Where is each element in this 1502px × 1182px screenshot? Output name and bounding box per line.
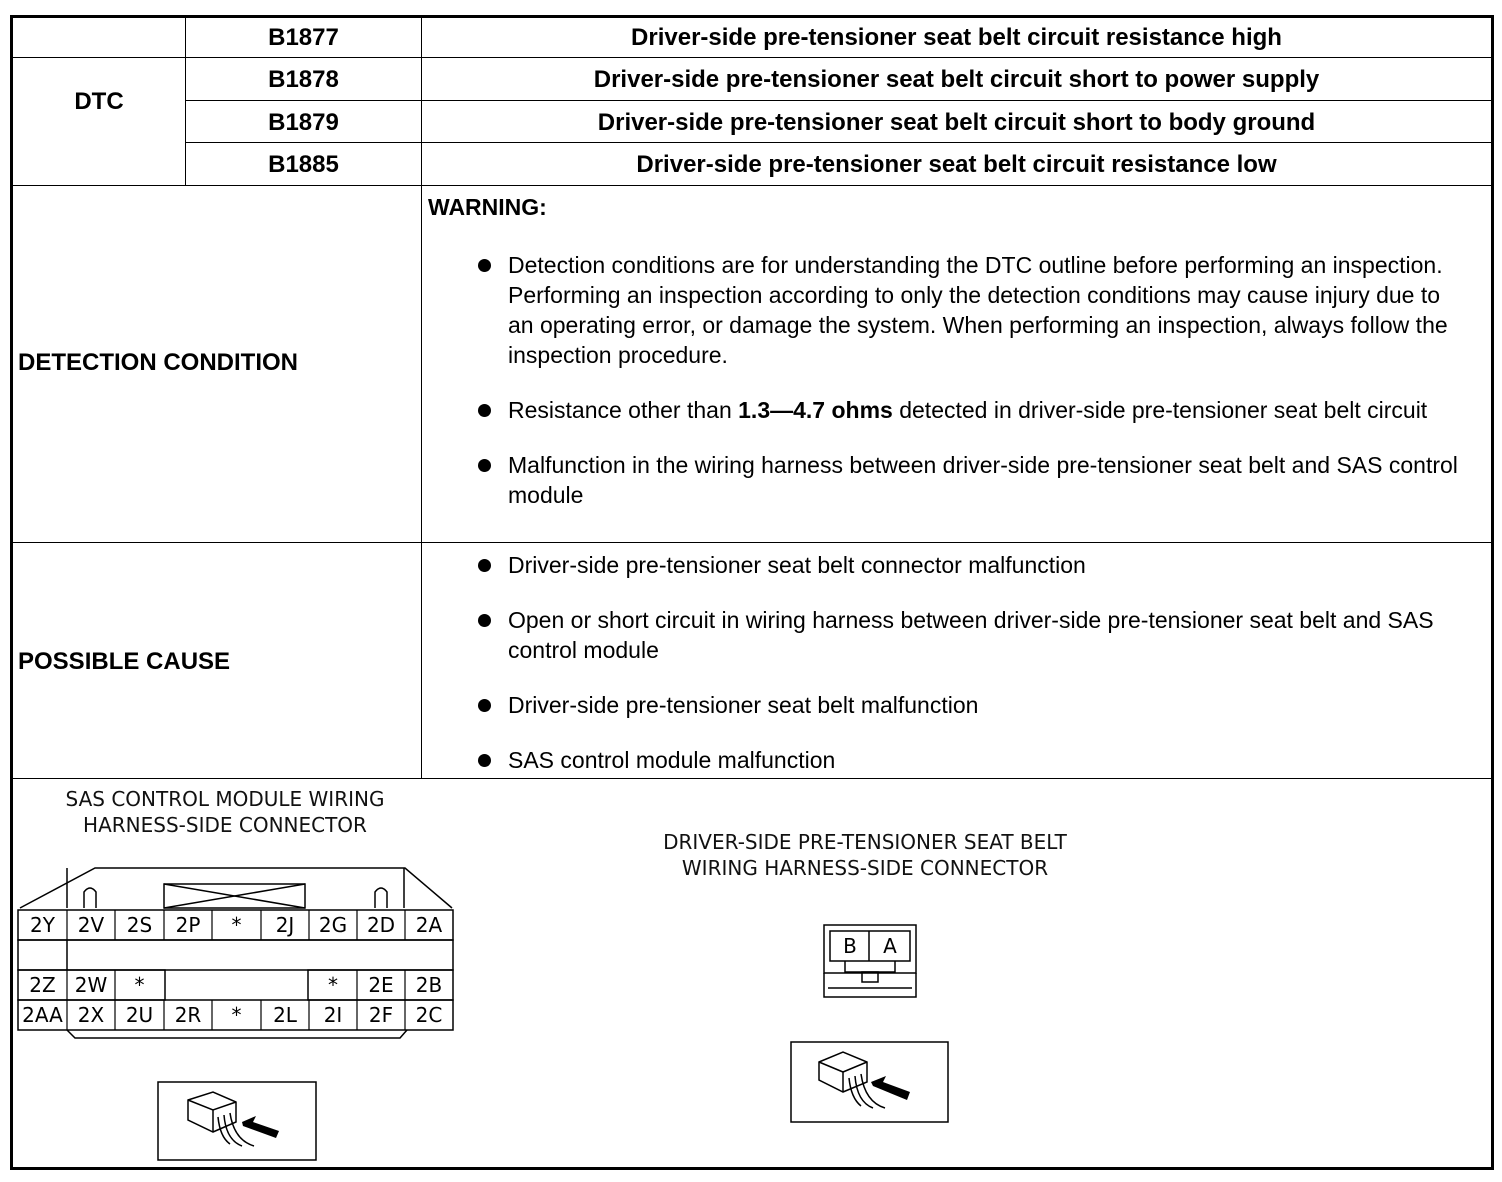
- dtc-code: B1879: [268, 109, 339, 136]
- sas-pin-label: *: [134, 973, 145, 997]
- list-item: Detection conditions are for understanding the DTC outline before performing an inspection. Performing an inspection according to only the detection conditions may cause injury due to an operating error, or damage the system. When performing an inspection, always follow the inspection procedure.: [428, 250, 1458, 370]
- sas-pin-label: *: [231, 913, 242, 937]
- dtc-code: B1885: [268, 151, 339, 178]
- list-item: Driver-side pre-tensioner seat belt malfunction: [428, 690, 1458, 720]
- dtc-label: DTC: [74, 87, 124, 115]
- dtc-description: Driver-side pre-tensioner seat belt circuit resistance low: [636, 151, 1277, 178]
- detection-condition-label: DETECTION CONDITION: [18, 349, 298, 376]
- dtc-description: Driver-side pre-tensioner seat belt circuit short to body ground: [597, 109, 1316, 136]
- sas-pin-label: 2D: [366, 913, 396, 937]
- sas-pin-label: 2Y: [30, 913, 55, 937]
- sas-pin-label: 2I: [323, 1003, 343, 1027]
- list-item: SAS control module malfunction: [428, 745, 1458, 775]
- list-item: Malfunction in the wiring harness between driver-side pre-tensioner seat belt and SAS control module: [428, 450, 1458, 510]
- list-item: Open or short circuit in wiring harness between driver-side pre-tensioner seat belt and SAS control module: [428, 605, 1458, 665]
- dtc-code: B1877: [268, 24, 339, 51]
- sas-pin-label: 2G: [318, 913, 348, 937]
- sas-pin-label: 2J: [275, 913, 295, 937]
- sas-pin-label: 2U: [125, 1003, 154, 1027]
- sas-pin-label: 2B: [415, 973, 443, 997]
- possible-cause-label: POSSIBLE CAUSE: [18, 648, 231, 675]
- probe-icon: [158, 1082, 316, 1160]
- sas-pin-label: *: [231, 1003, 242, 1027]
- sas-pin-label: 2E: [368, 973, 394, 997]
- warning-title: WARNING:: [428, 194, 547, 220]
- belt-connector-title: DRIVER-SIDE PRE-TENSIONER SEAT BELT WIRING HARNESS-SIDE CONNECTOR: [663, 830, 1067, 880]
- belt-pin-label: B: [843, 934, 857, 958]
- sas-pin-label: 2S: [126, 913, 153, 937]
- probe-icon: [791, 1042, 948, 1122]
- sas-pin-label: 2V: [77, 913, 105, 937]
- dtc-description: Driver-side pre-tensioner seat belt circuit resistance high: [631, 24, 1282, 51]
- sas-pin-label: 2R: [174, 1003, 202, 1027]
- sas-pin-label: 2Z: [29, 973, 56, 997]
- dtc-description: Driver-side pre-tensioner seat belt circuit short to power supply: [593, 66, 1320, 93]
- sas-pin-label: 2P: [175, 913, 201, 937]
- list-item: Resistance other than 1.3—4.7 ohms detected in driver-side pre-tensioner seat belt circuit: [428, 395, 1458, 425]
- sas-connector-title: SAS CONTROL MODULE WIRING HARNESS-SIDE CONNECTOR: [65, 787, 385, 837]
- sas-pin-label: 2X: [77, 1003, 105, 1027]
- sas-pin-label: 2F: [368, 1003, 394, 1027]
- resistance-value: 1.3—4.7 ohms: [738, 397, 893, 423]
- dtc-code: B1878: [268, 66, 339, 93]
- sas-pin-label: *: [328, 973, 338, 997]
- sas-pin-label: 2W: [74, 973, 108, 997]
- sas-pin-label: 2AA: [22, 1003, 63, 1027]
- sas-pin-label: 2L: [273, 1003, 297, 1027]
- sas-pin-label: 2A: [415, 913, 443, 937]
- sas-pin-label: 2C: [415, 1003, 443, 1027]
- list-item: Driver-side pre-tensioner seat belt connector malfunction: [428, 550, 1458, 580]
- belt-pin-label: A: [883, 934, 897, 958]
